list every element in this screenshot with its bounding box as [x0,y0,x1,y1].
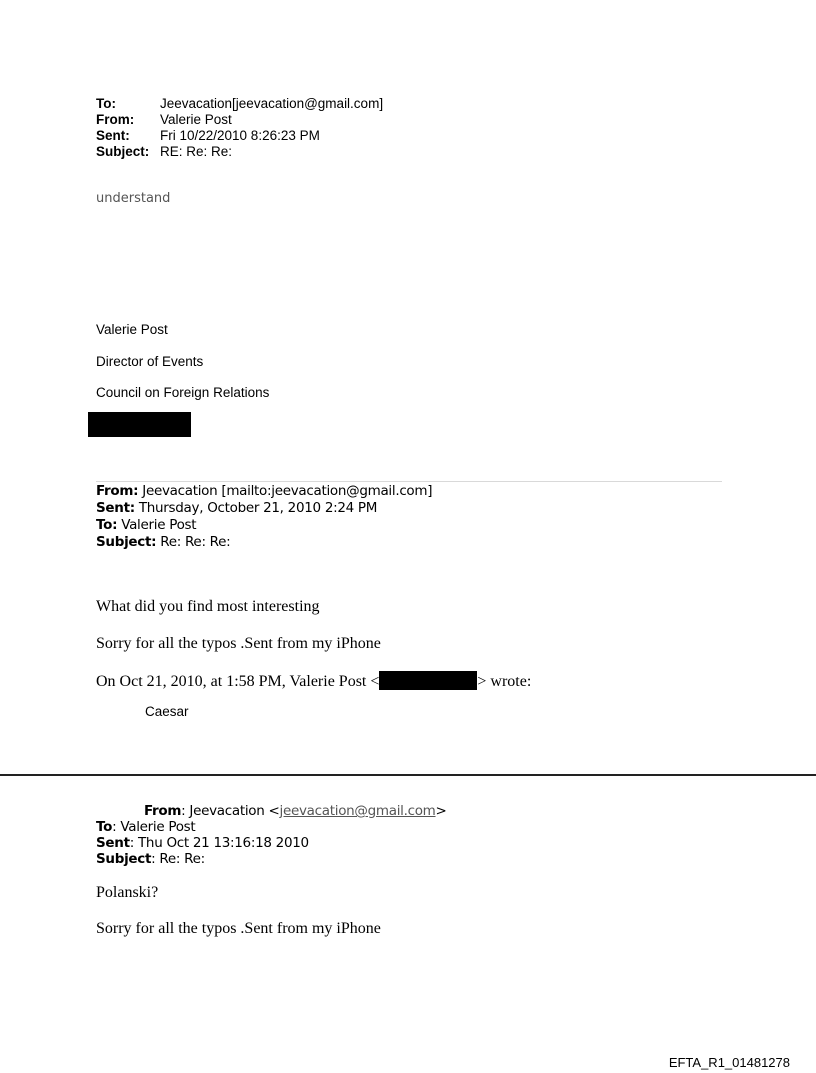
divider [96,481,722,482]
from-row [96,112,383,128]
from-value-end: > [435,803,447,819]
email-link[interactable]: jeevacation@gmail.com [279,803,436,819]
redaction-box [88,412,191,437]
subject-row [96,851,447,867]
sent-value: Thursday, October 21, 2010 2:24 PM [134,500,378,516]
from-label: From: [96,112,135,127]
sent-row [96,128,383,144]
quote-suffix: > wrote: [477,673,532,690]
document-id: EFTA_R1_01481278 [668,1055,790,1070]
to-label: To: [96,96,116,111]
quoted-text: Caesar [145,704,189,719]
from-row [96,803,447,819]
subject-row [96,144,383,160]
message1-header [96,96,383,160]
message3-header [96,803,447,867]
to-label: To [96,819,113,835]
signature-name: Valerie Post [96,322,168,337]
to-value: Valerie Post [117,517,197,533]
sent-row [96,500,432,517]
from-value: : Jeevacation < [181,803,280,819]
to-row [96,96,383,112]
from-value: Jeevacation [mailto:jeevacation@gmail.com] [138,483,433,499]
sent-label: Sent: [96,128,130,143]
sent-row [96,835,447,851]
message2-header [96,483,432,551]
to-row [96,517,432,534]
from-value: Valerie Post [160,112,232,127]
message3-body-line1: Polanski? [96,884,159,901]
signature-org: Council on Foreign Relations [96,385,270,400]
message1-body: understand [96,191,171,206]
subject-value: Re: Re: Re: [156,534,231,550]
sent-value: : Thu Oct 21 13:16:18 2010 [129,835,309,851]
section-divider [0,774,816,776]
subject-value: RE: Re: Re: [160,144,233,159]
sent-label: Sent: [96,500,135,516]
sent-value: Fri 10/22/2010 8:26:23 PM [160,128,320,143]
redaction-box [379,671,477,690]
from-label: From [144,803,182,819]
to-label: To: [96,517,118,533]
from-label: From: [96,483,139,499]
to-value: Jeevacation[jeevacation@gmail.com] [160,96,384,111]
message2-body-line2: Sorry for all the typos .Sent from my iPhone [96,635,381,652]
subject-value: : Re: Re: [151,851,205,867]
subject-label: Subject: [96,534,157,550]
message2-body-line1: What did you find most interesting [96,598,320,615]
signature-title: Director of Events [96,354,204,369]
from-row [96,483,432,500]
to-value: : Valerie Post [112,819,196,835]
to-row [96,819,447,835]
message3-body-line2: Sorry for all the typos .Sent from my iPhone [96,920,381,937]
quote-intro [96,671,531,691]
sent-label: Sent [96,835,130,851]
subject-row [96,534,432,551]
subject-label: Subject [96,851,152,867]
quote-prefix: On Oct 21, 2010, at 1:58 PM, Valerie Post < [96,673,380,690]
subject-label: Subject: [96,144,150,159]
